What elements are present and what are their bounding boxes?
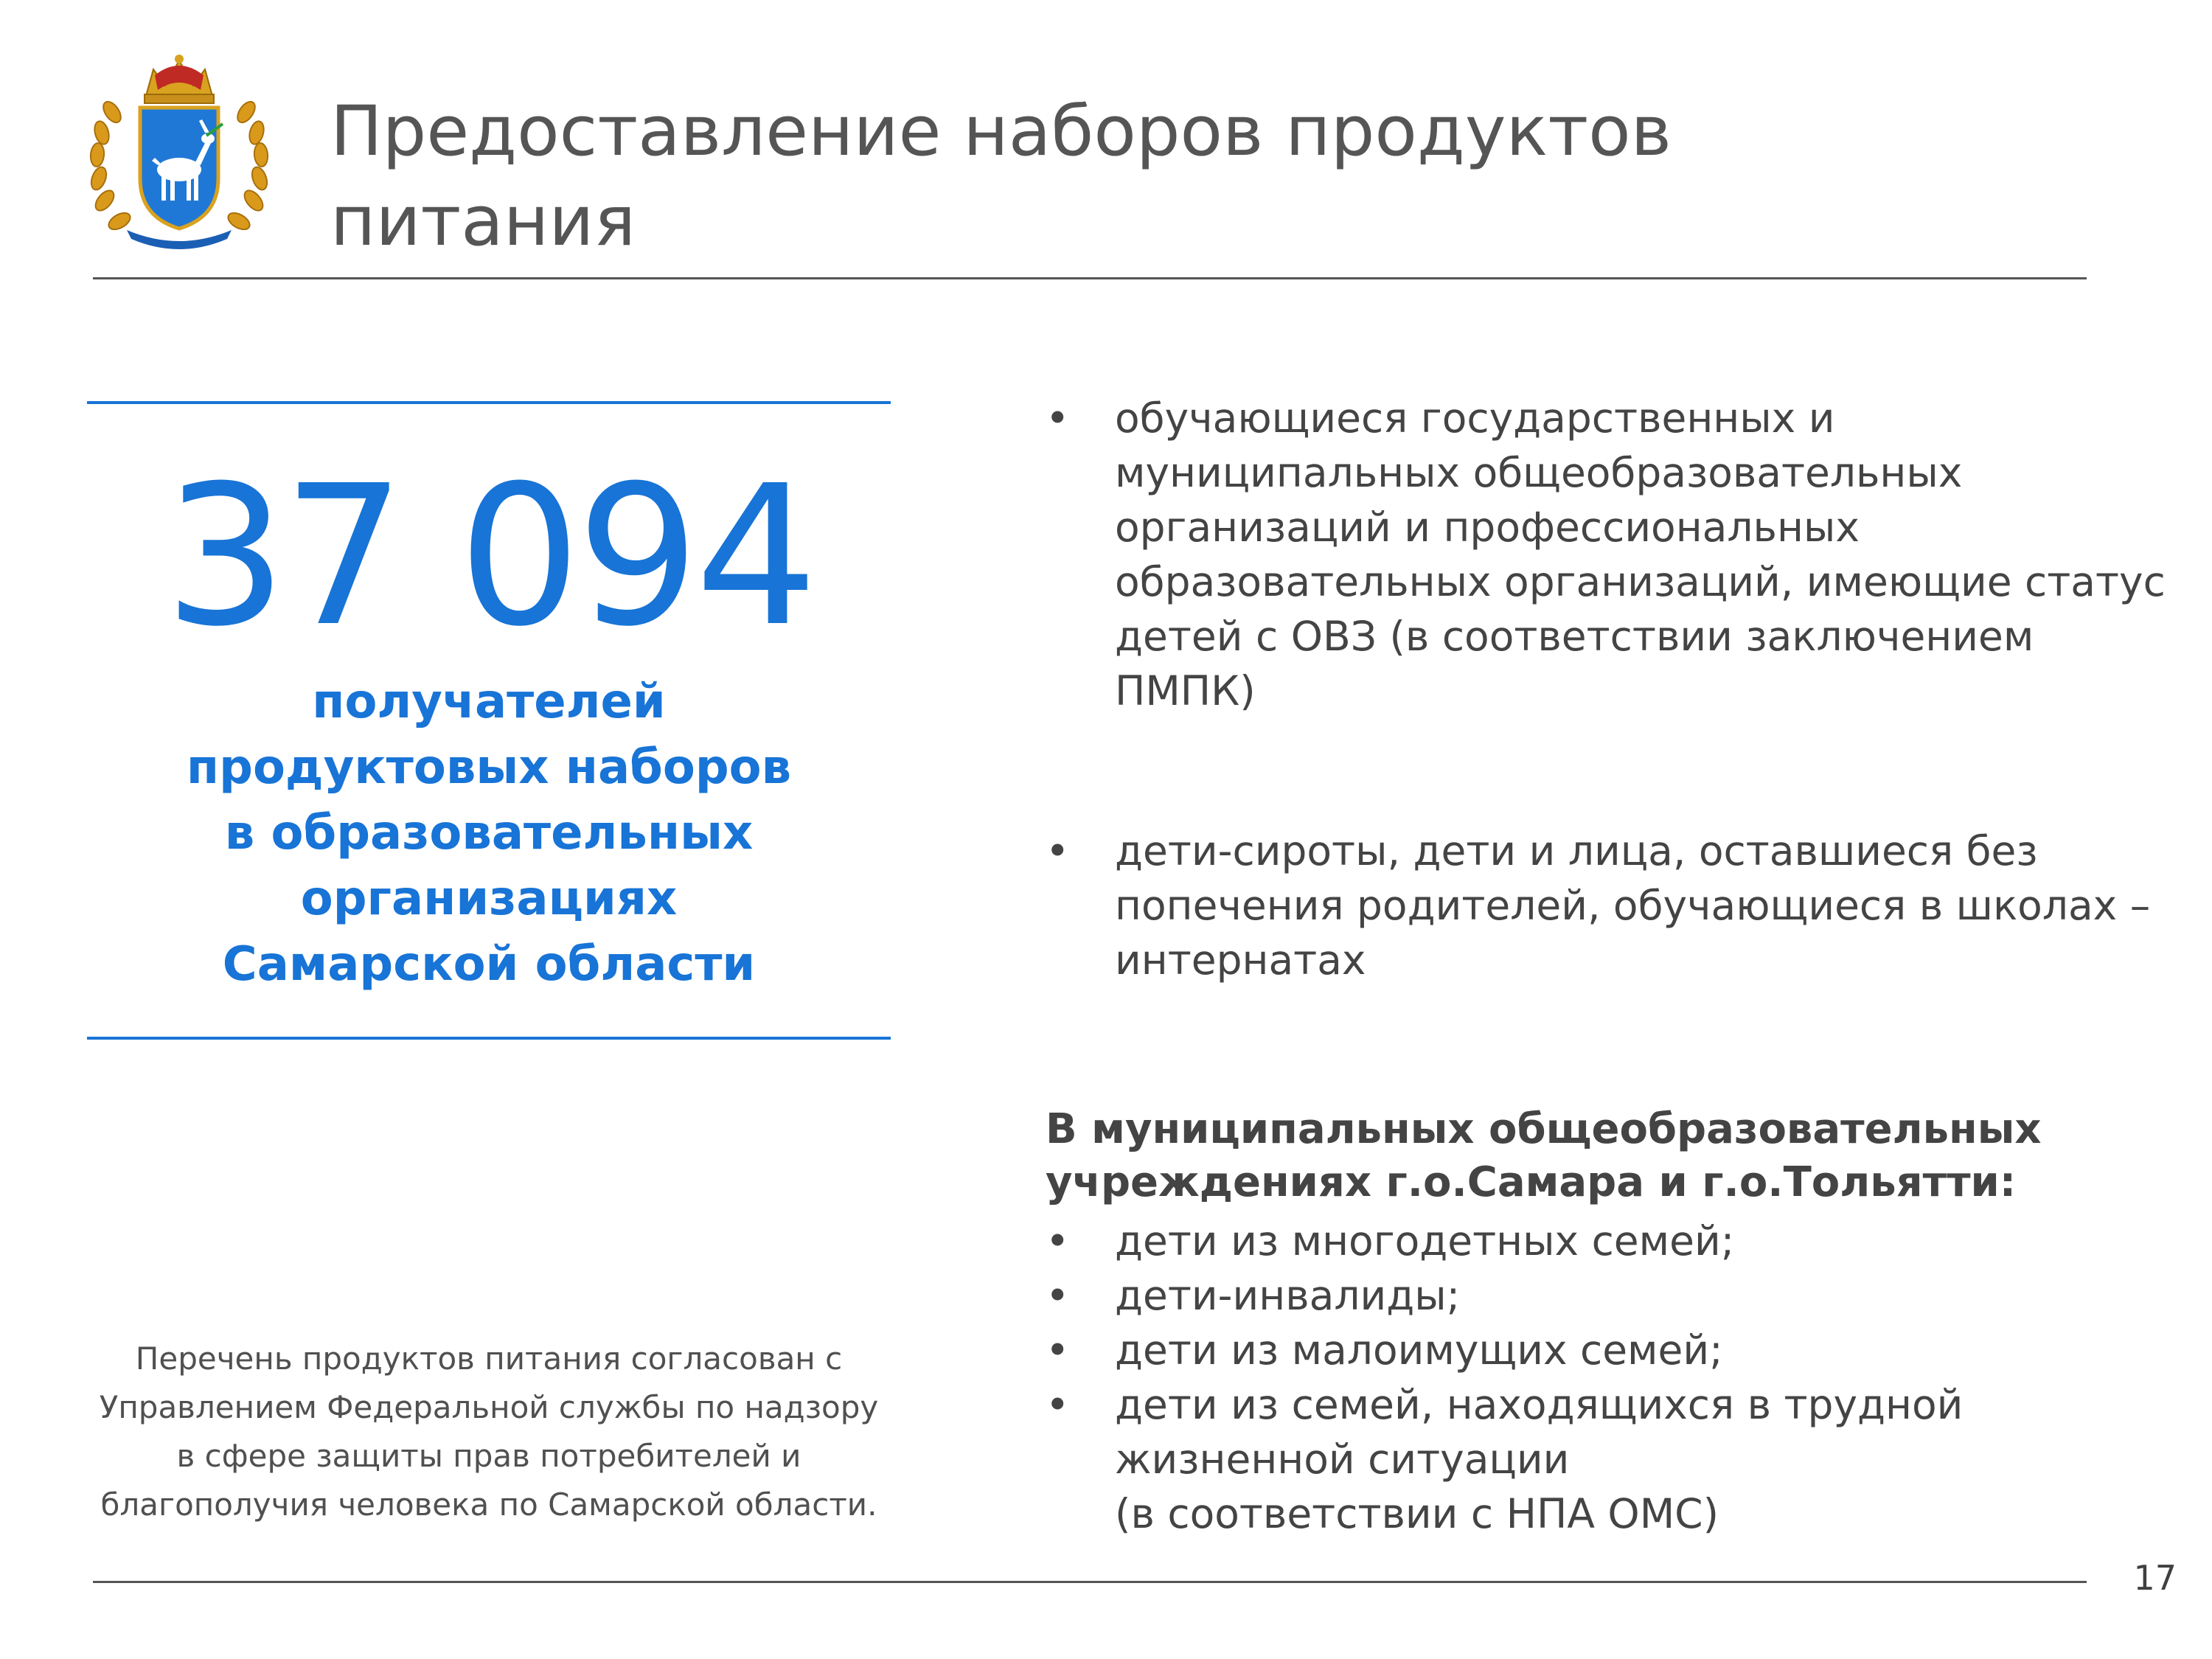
stat-label-line: в образовательных bbox=[224, 806, 754, 860]
list-item-line: (в соответствии с НПА ОМС) bbox=[1115, 1490, 1719, 1537]
list-item bbox=[1046, 391, 2166, 718]
municipal-heading-line: В муниципальных общеобразовательных bbox=[1046, 1105, 2042, 1153]
note-line: в сфере защиты прав потребителей и bbox=[176, 1438, 801, 1474]
list-item-line: обучающиеся государственных и bbox=[1115, 394, 1835, 442]
stat-label-line: получателей bbox=[312, 675, 666, 729]
approval-note bbox=[87, 1335, 891, 1529]
list-item-line: дети из малоимущих семей; bbox=[1115, 1326, 1723, 1374]
bullet-icon: • bbox=[1046, 1217, 1070, 1265]
coat-of-arms-emblem bbox=[83, 53, 276, 251]
list-item-line: дети-инвалиды; bbox=[1115, 1272, 1461, 1319]
bullet-list-orphans bbox=[1046, 824, 2152, 987]
footer-divider bbox=[93, 1581, 2087, 1583]
bullet-list-students-ovz bbox=[1046, 391, 2166, 718]
note-line: благополучия человека по Самарской области. bbox=[100, 1486, 877, 1523]
bullet-icon: • bbox=[1046, 1272, 1070, 1319]
list-item-line: жизненной ситуации bbox=[1115, 1436, 1570, 1483]
list-item bbox=[1046, 1377, 2152, 1541]
page-title bbox=[330, 87, 2100, 267]
list-item-line: интернатах bbox=[1115, 936, 1366, 984]
header-divider bbox=[93, 277, 2087, 279]
title-line-1: Предоставление наборов продуктов bbox=[330, 91, 1672, 172]
list-item-line: образовательных организаций, имеющие статус bbox=[1115, 558, 2166, 605]
list-item bbox=[1046, 1214, 2152, 1268]
stat-value: 37 094 bbox=[164, 444, 814, 669]
title-line-2: питания bbox=[330, 181, 636, 262]
stat-label bbox=[87, 669, 891, 998]
note-line: Перечень продуктов питания согласован с bbox=[135, 1340, 843, 1377]
stat-label-line: продуктовых наборов bbox=[186, 740, 792, 795]
list-item-line: муниципальных общеобразовательных bbox=[1115, 449, 1963, 496]
list-item-line: дети-сироты, дети и лица, оставшиеся без bbox=[1115, 827, 2038, 874]
stat-label-line: Самарской области bbox=[222, 937, 756, 992]
list-item bbox=[1046, 1323, 2152, 1377]
bullet-icon: • bbox=[1046, 827, 1070, 874]
page-number: 17 bbox=[2133, 1558, 2177, 1598]
list-item-line: детей с ОВЗ (в соответствии заключением bbox=[1115, 613, 2034, 660]
bullet-list-municipal bbox=[1046, 1214, 2152, 1541]
list-item-line: ПМПК) bbox=[1115, 667, 1256, 714]
stat-top-divider bbox=[87, 401, 891, 404]
list-item-line: организаций и профессиональных bbox=[1115, 504, 1860, 551]
stat-bottom-divider bbox=[87, 1037, 891, 1040]
list-item-line: попечения родителей, обучающиеся в школах – bbox=[1115, 882, 2151, 929]
municipal-heading-line: учреждениях г.о.Самара и г.о.Тольятти: bbox=[1046, 1158, 2017, 1206]
note-line: Управлением Федеральной службы по надзору bbox=[99, 1389, 879, 1425]
list-item-line: дети из многодетных семей; bbox=[1115, 1217, 1735, 1265]
municipal-heading bbox=[1046, 1103, 2152, 1209]
list-item-line: дети из семей, находящихся в трудной bbox=[1115, 1381, 1964, 1428]
list-item bbox=[1046, 824, 2152, 987]
stat-label-line: организациях bbox=[300, 872, 678, 926]
list-item bbox=[1046, 1268, 2152, 1323]
bullet-icon: • bbox=[1046, 1326, 1070, 1374]
bullet-icon: • bbox=[1046, 1381, 1070, 1428]
bullet-icon: • bbox=[1046, 394, 1070, 442]
